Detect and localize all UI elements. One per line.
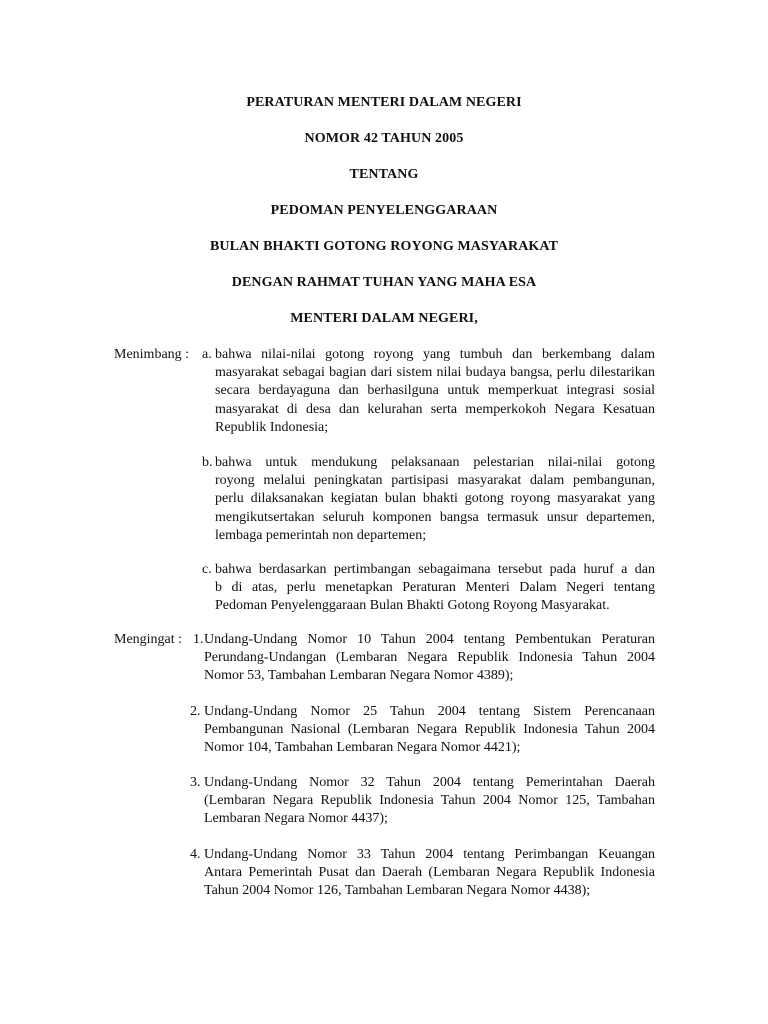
document-number: NOMOR 42 TAHUN 2005 <box>304 131 464 146</box>
item-continuation: Pembangunan Nasional (Lembaran Negara Republik Indonesia Tahun 2004 Nomor 104, Tambahan Lembaran Negara Nomor 4421); <box>204 722 655 756</box>
menimbang-label: Menimbang : <box>114 347 190 362</box>
list-marker: 3. <box>190 775 201 790</box>
document-authority: MENTERI DALAM NEGERI, <box>290 311 478 326</box>
item-continuation: Antara Pemerintah Pusat dan Daerah (Lembaran Negara Republik Indonesia Tahun 2004 Nomor 126, Tambahan Lembaran Negara Nomor 4438); <box>204 865 655 899</box>
item-first-line: bahwa berdasarkan pertimbangan sebagaimana tersebut pada huruf a dan <box>215 562 655 577</box>
item-continuation: (Lembaran Negara Republik Indonesia Tahun 2004 Nomor 125, Tambahan Lembaran Negara Nomor 4437); <box>204 793 655 827</box>
document-subject-line-2: BULAN BHAKTI GOTONG ROYONG MASYARAKAT <box>209 239 559 254</box>
item-continuation: masyarakat sebagai bagian dari sistem nilai budaya bangsa, perlu dilestarikan secara berdayaguna dan berhasilguna untuk memperkuat integrasi sosial masyarakat di desa dan kelurahan serta memperkokoh Negara Kesatuan Republik Indonesia; <box>215 365 655 435</box>
item-first-line: Undang-Undang Nomor 10 Tahun 2004 tentang Pembentukan Peraturan <box>204 632 655 647</box>
item-first-line: bahwa untuk mendukung pelaksanaan pelestarian nilai-nilai gotong <box>215 455 655 470</box>
list-marker: b. <box>202 455 213 470</box>
document-tentang: TENTANG <box>349 167 419 182</box>
item-continuation: Perundang-Undangan (Lembaran Negara Republik Indonesia Tahun 2004 Nomor 53, Tambahan Lembaran Negara Nomor 4389); <box>204 650 655 684</box>
item-first-line: Undang-Undang Nomor 33 Tahun 2004 tentang Perimbangan Keuangan <box>204 847 655 862</box>
document-invocation: DENGAN RAHMAT TUHAN YANG MAHA ESA <box>231 275 537 290</box>
document-subject-line-1: PEDOMAN PENYELENGGARAAN <box>270 203 498 218</box>
item-continuation: b di atas, perlu menetapkan Peraturan Menteri Dalam Negeri tentang Pedoman Penyelenggaraan Bulan Bhakti Gotong Royong Masyarakat. <box>215 580 655 614</box>
list-marker: a. <box>202 347 212 362</box>
item-first-line: Undang-Undang Nomor 25 Tahun 2004 tentang Sistem Perencanaan <box>204 704 655 719</box>
list-marker: 2. <box>190 704 201 719</box>
list-marker: 4. <box>190 847 201 862</box>
list-marker: c. <box>202 562 212 577</box>
document-title-line-1: PERATURAN MENTERI DALAM NEGERI <box>246 95 522 110</box>
mengingat-label: Mengingat : <box>114 632 183 647</box>
item-first-line: Undang-Undang Nomor 32 Tahun 2004 tentang Pemerintahan Daerah <box>204 775 655 790</box>
item-continuation: royong melalui peningkatan partisipasi masyarakat dalam pembangunan, perlu dilaksanakan kegiatan bulan bhakti gotong royong masyarakat yang mengikutsertakan seluruh komponen bangsa termasuk unsur departemen, lembaga pemerintah non departemen; <box>215 473 655 543</box>
list-marker: 1. <box>193 632 204 647</box>
item-first-line: bahwa nilai-nilai gotong royong yang tumbuh dan berkembang dalam <box>215 347 655 362</box>
